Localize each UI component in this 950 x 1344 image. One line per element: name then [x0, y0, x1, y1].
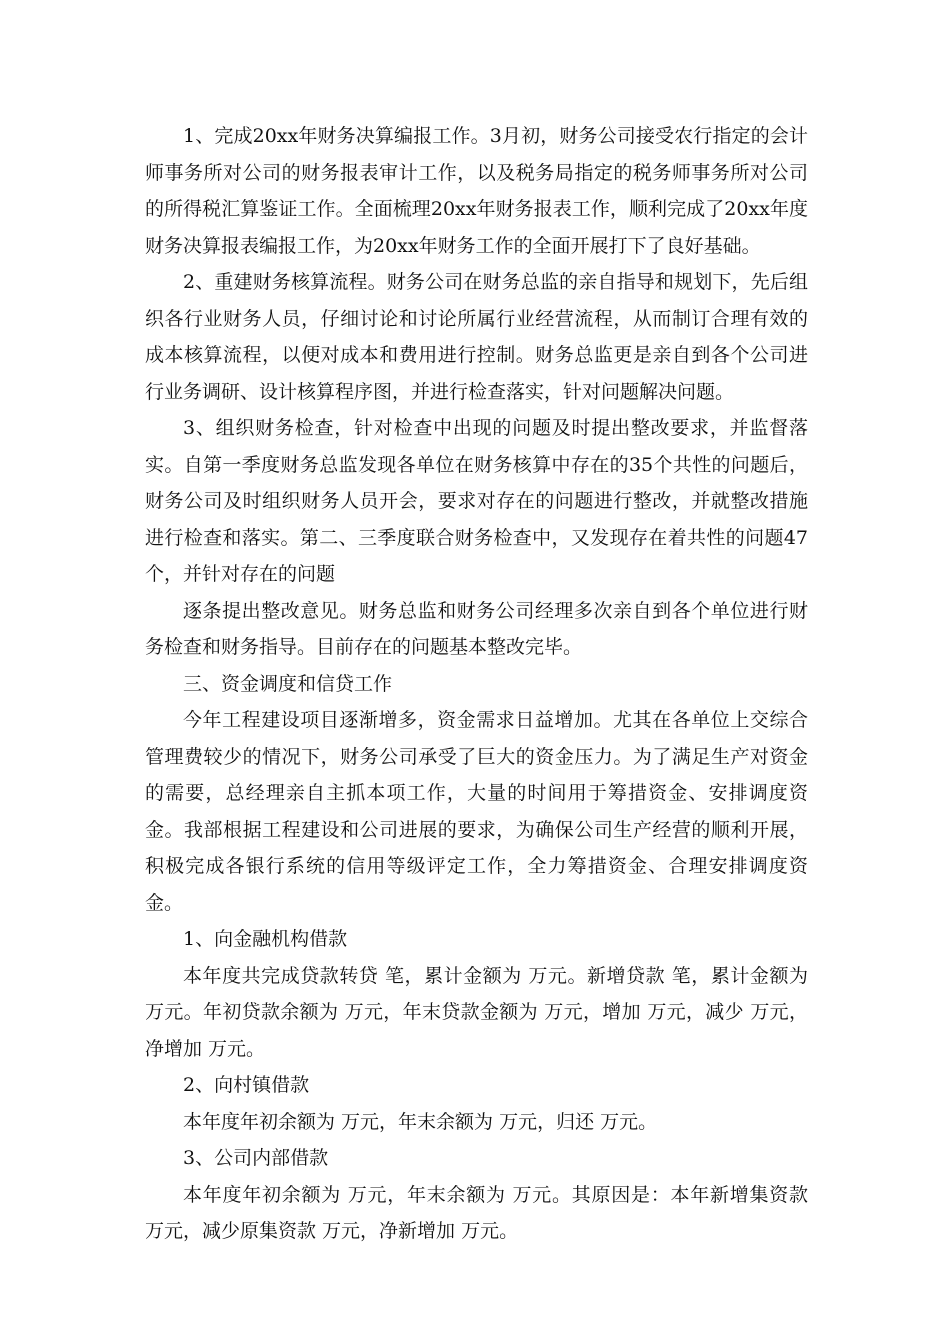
document-body — [145, 118, 815, 1250]
paragraph-bank-loans: 本年度共完成贷款转贷 笔，累计金额为 万元。新增贷款 笔，累计金额为 万元。年初贷款余额为 万元，年末贷款金额为 万元，增加 万元，减少 万元，净增加 万元。 — [145, 964, 815, 1060]
paragraph-funds-pressure: 今年工程建设项目逐渐增多，资金需求日益增加。尤其在各单位上交综合管理费较少的情况下，财务公司承受了巨大的资金压力。为了满足生产对资金的需要，总经理亲自主抓本项工作，大量的时间用于筹措资金、安排调度资金。我部根据工程建设和公司进展的要求，为确保公司生产经营的顺利开展，积极完成各银行系统的信用等级评定工作，全力筹措资金、合理安排调度资金。 — [145, 709, 808, 914]
subheading-village-loans: 2、向村镇借款 — [183, 1074, 310, 1096]
paragraph-financial-inspection: 3、组织财务检查，针对检查中出现的问题及时提出整改要求，并监督落实。自第一季度财务总监发现各单位在财务核算中存在的35个共性的问题后，财务公司及时组织财务人员开会，要求对存在的问题进行整改，并就整改措施进行检查和落实。第二、三季度联合财务检查中，又发现存在着共性的问题47个，并针对存在的问题 — [145, 417, 808, 585]
paragraph-village-loans: 本年度年初余额为 万元，年末余额为 万元，归还 万元。 — [183, 1110, 658, 1133]
paragraph-financial-statements: 1、完成20xx年财务决算编报工作。3月初，财务公司接受农行指定的会计师事务所对公司的财务报表审计工作，以及税务局指定的税务师事务所对公司的所得税汇算鉴证工作。全面梳理20xx年财务报表工作，顺利完成了20xx年度财务决算报表编报工作，为20xx年财务工作的全面开展打下了良好基础。 — [145, 125, 808, 257]
subheading-internal-loans: 3、公司内部借款 — [183, 1147, 329, 1169]
paragraph-internal-loans: 本年度年初余额为 万元，年末余额为 万元。其原因是：本年新增集资款 万元，减少原集资款 万元，净新增加 万元。 — [145, 1183, 815, 1242]
paragraph-rectification: 逐条提出整改意见。财务总监和财务公司经理多次亲自到各个单位进行财务检查和财务指导。目前存在的问题基本整改完毕。 — [145, 599, 808, 658]
section-heading-funds-credit: 三、资金调度和信贷工作 — [183, 672, 393, 695]
paragraph-accounting-process: 2、重建财务核算流程。财务公司在财务总监的亲自指导和规划下，先后组织各行业财务人员，仔细讨论和讨论所属行业经营流程，从而制订合理有效的成本核算流程，以便对成本和费用进行控制。财务总监更是亲自到各个公司进行业务调研、设计核算程序图，并进行检查落实，针对问题解决问题。 — [145, 271, 808, 403]
subheading-financial-institutions: 1、向金融机构借款 — [183, 928, 348, 950]
